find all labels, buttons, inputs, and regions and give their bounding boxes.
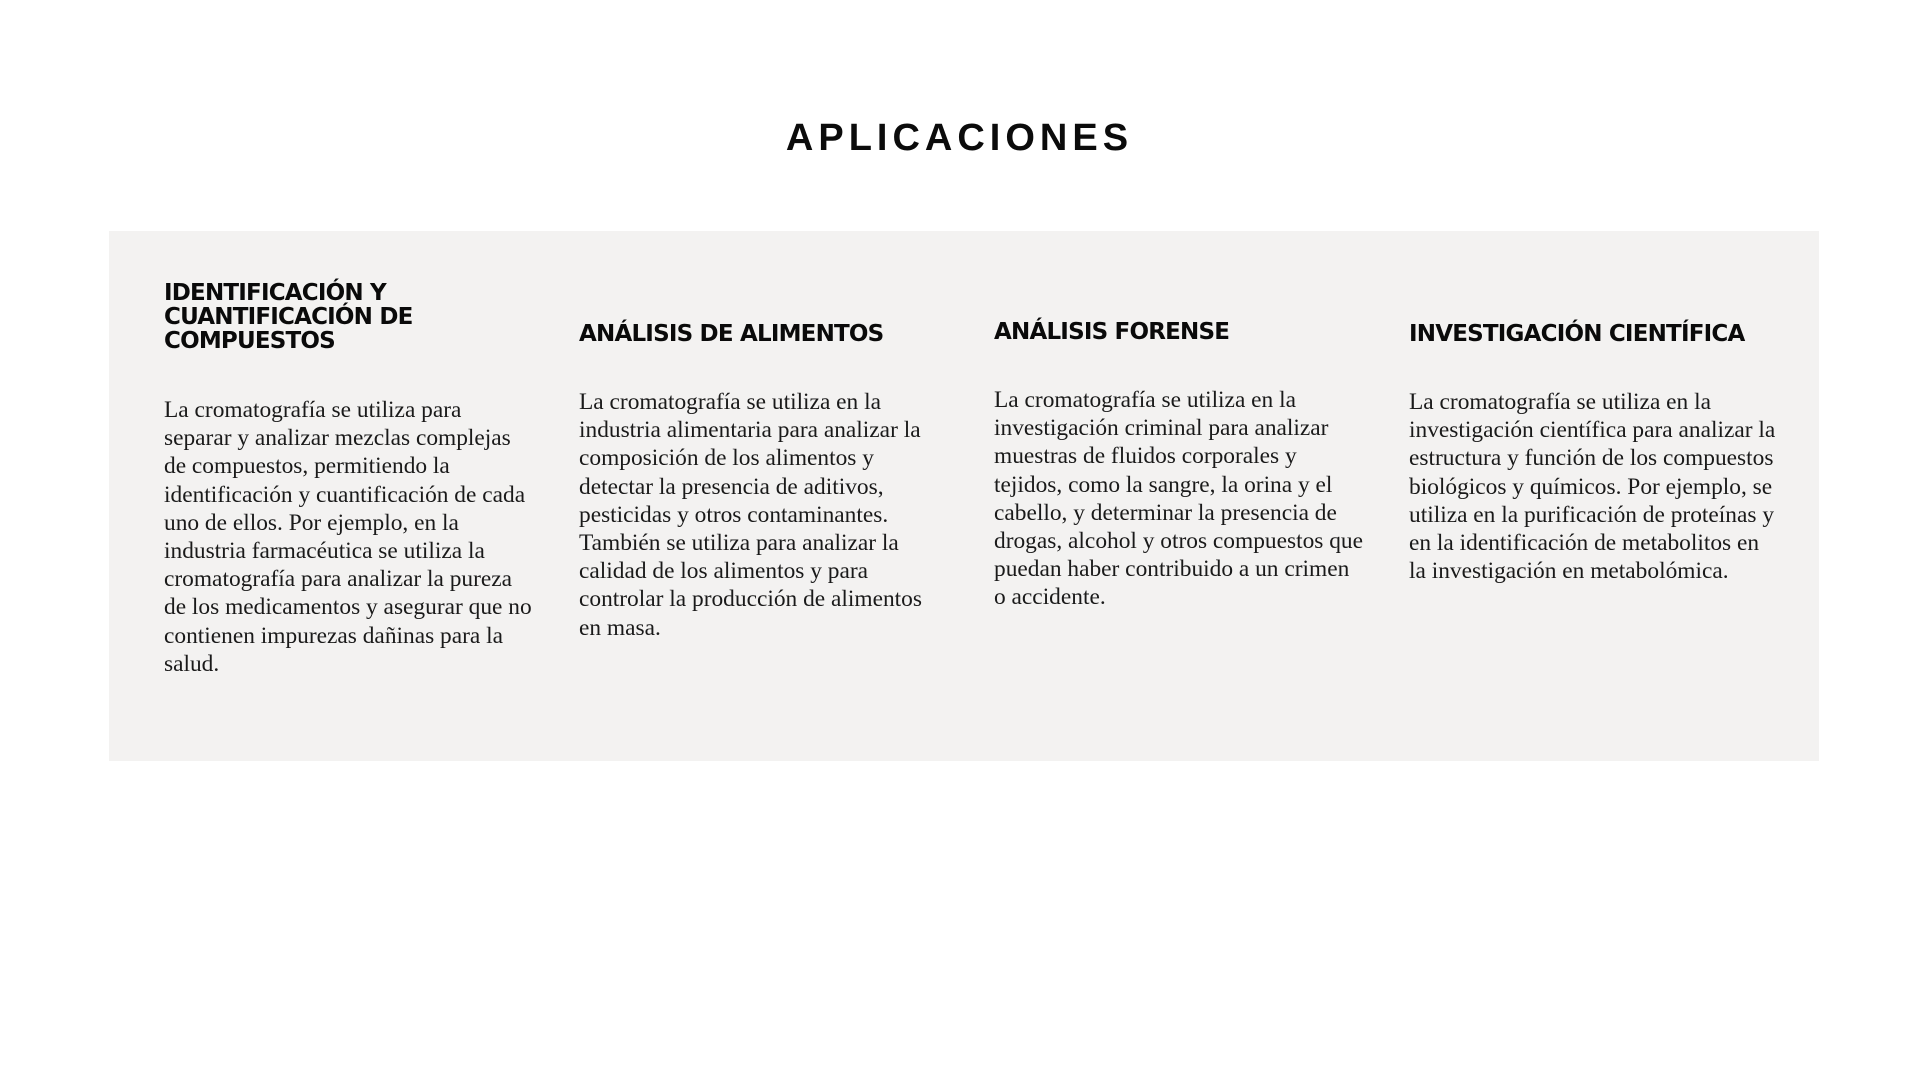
applications-panel: [109, 231, 1819, 761]
column-heading: ANÁLISIS FORENSE: [994, 319, 1230, 345]
page-title: APLICACIONES: [785, 117, 1134, 159]
column-heading: INVESTIGACIÓN CIENTÍFICA: [1409, 321, 1745, 347]
column-body: La cromatografía se utiliza en la investigación criminal para analizar muestras de fluidos corporales y tejidos, como la sangre, la orina y el cabello, y determinar la presencia de drogas, alcohol y otros compuestos que puedan haber contribuido a un crimen o accidente.: [994, 387, 1363, 611]
column-body: La cromatografía se utiliza en la investigación científica para analizar la estructura y función de los compuestos biológicos y químicos. Por ejemplo, se utiliza en la purificación de proteínas y en la identificación de metabolitos en la investigación en metabolómica.: [1409, 389, 1776, 585]
column-heading: IDENTIFICACIÓN Y CUANTIFICACIÓN DE COMPUESTOS: [164, 280, 413, 354]
column-body: La cromatografía se utiliza en la industria alimentaria para analizar la composición de los alimentos y detectar la presencia de aditivos, pesticidas y otros contaminantes. También se utiliza para analizar la calidad de los alimentos y para controlar la producción de alimentos en masa.: [579, 389, 922, 641]
column-heading: ANÁLISIS DE ALIMENTOS: [579, 321, 884, 347]
column-body: La cromatografía se utiliza para separar y analizar mezclas complejas de compuestos, permitiendo la identificación y cuantificación de cada uno de ellos. Por ejemplo, en la industria farmacéutica se utiliza la cromatografía para analizar la pureza de los medicamentos y asegurar que no contienen impurezas dañinas para la salud.: [164, 397, 532, 677]
